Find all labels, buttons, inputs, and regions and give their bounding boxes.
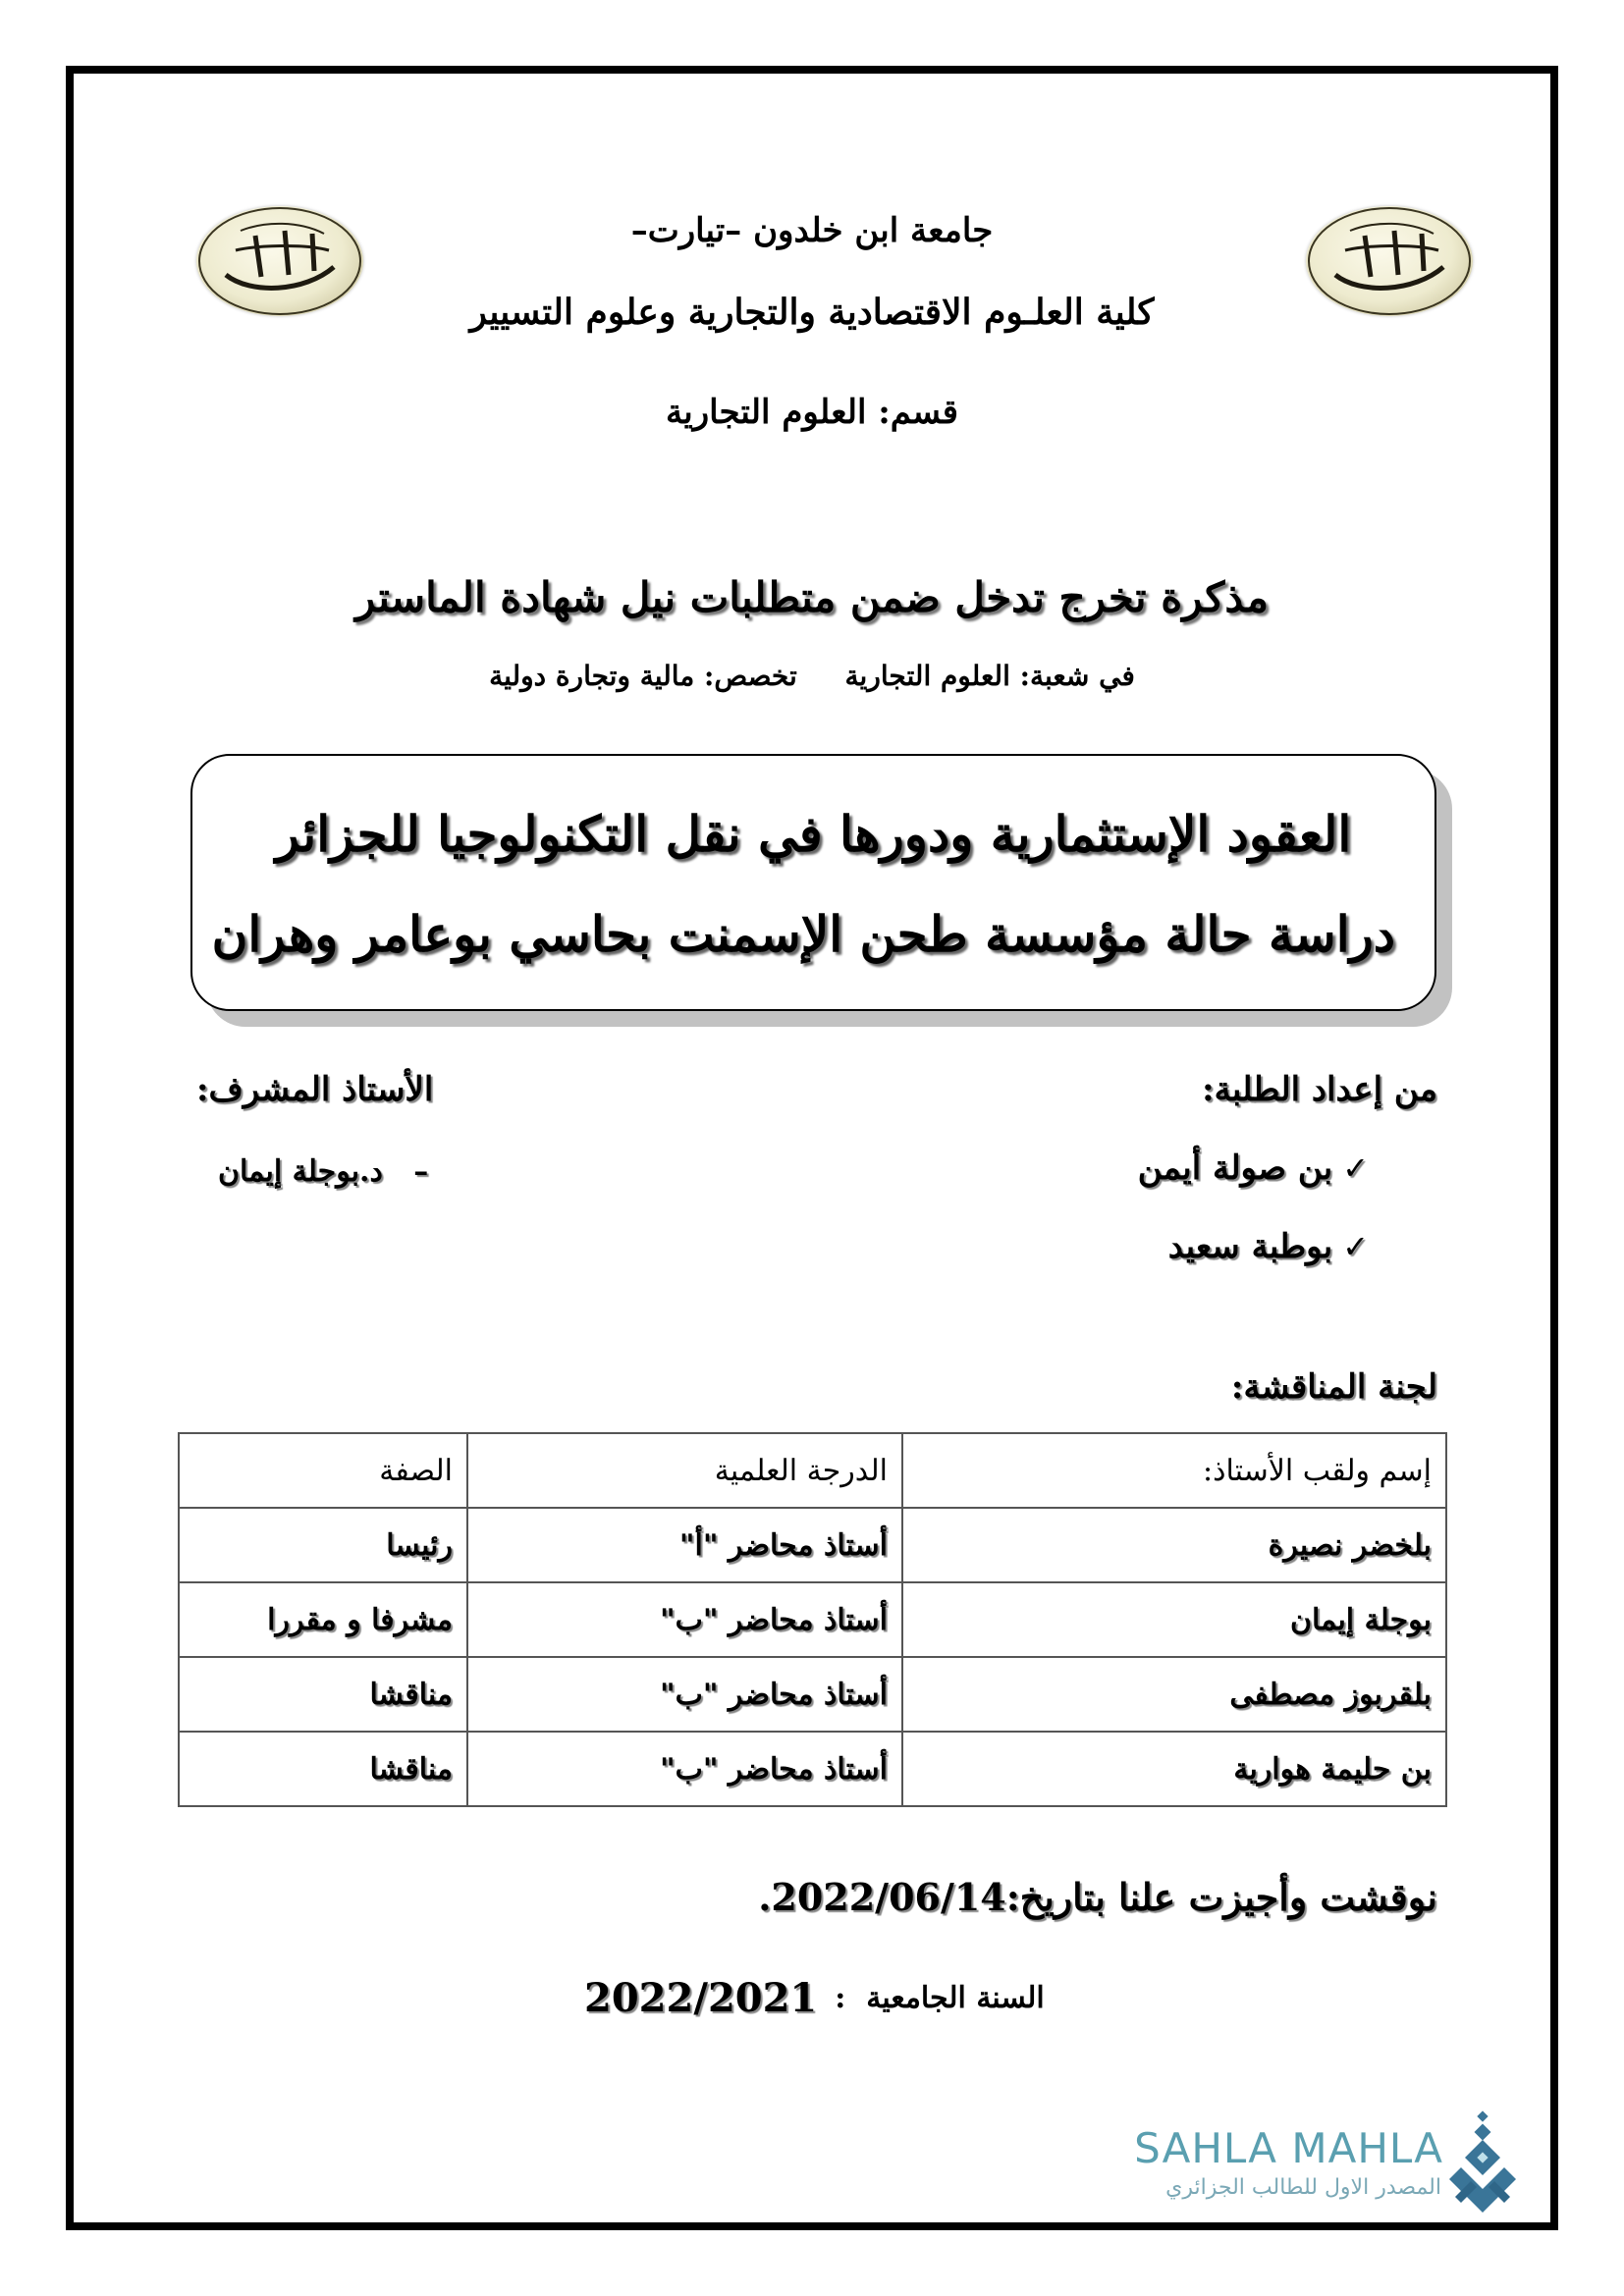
header-cell-role: الصفة [179,1433,467,1508]
header-cell-name: إسم ولقب الأستاذ: [902,1433,1446,1508]
table-row [179,1732,1446,1806]
cell-role: مشرفا و مقررا [179,1582,467,1657]
supervisor-name: – د.بوجلة إيمان [218,1154,429,1189]
cell-name: بوجلة إيمان [902,1582,1446,1657]
academic-year-value: 2022/2021 [584,1975,818,2021]
thesis-title: العقود الإستثمارية ودورها في نقل التكنولوجيا للجزائر [275,805,1352,863]
faculty-name: كلية العلـوم الاقتصادية والتجارية وعلوم التسيير [469,292,1155,333]
academic-year-label: السنة الجامعية : [835,1981,1045,2015]
thesis-type: مذكرة تخرج تدخل ضمن متطلبات نيل شهادة الماستر [355,573,1269,621]
cell-name: بلقربوز مصطفى [902,1657,1446,1732]
cell-rank: أستاذ محاضر "ب" [467,1732,902,1806]
committee-label: لجنة المناقشة: [1230,1367,1437,1407]
cell-role: مناقشا [179,1732,467,1806]
header-cell-rank: الدرجة العلمية [467,1433,902,1508]
committee-table [178,1432,1447,1807]
sahla-mahla-watermark [1090,2110,1522,2218]
student-name: بن صولة أيمن [1137,1148,1333,1188]
cell-role: رئيسا [179,1508,467,1582]
students-label: من إعداد الطلبة: [1202,1070,1437,1109]
cell-role: مناقشا [179,1657,467,1732]
department-name: قسم: العلوم التجارية [666,393,958,432]
student-item [1168,1227,1369,1266]
watermark-tagline: المصدر الاول للطالب الجزائري [1165,2175,1441,2200]
cell-rank: أستاذ محاضر "ب" [467,1657,902,1732]
university-name: جامعة ابن خلدون –تيارت– [630,211,994,250]
cell-rank: أستاذ محاضر "أ" [467,1508,902,1582]
student-name: بوطبة سعيد [1167,1227,1333,1266]
thesis-subtitle: دراسة حالة مؤسسة طحن الإسمنت بحاسي بوعامر وهران [211,905,1395,963]
table-row [179,1582,1446,1657]
thesis-branch: في شعبة: العلوم التجارية تخصص: مالية وتجارة دولية [489,660,1135,692]
supervisor-label: الأستاذ المشرف: [196,1070,434,1109]
defense-date: نوقشت وأجيزت علنا بتاريخ:2022/06/14. [758,1875,1437,1919]
table-row [179,1657,1446,1732]
watermark-brand: SAHLA MAHLA [1134,2124,1443,2172]
academic-year [584,1975,1045,2021]
thesis-title-box [190,754,1436,1011]
table-row [179,1508,1446,1582]
cell-rank: أستاذ محاضر "ب" [467,1582,902,1657]
cell-name: بلخضر نصيرة [902,1508,1446,1582]
checkmark-icon: ✓ [1342,1228,1369,1265]
student-item [1138,1148,1369,1188]
sahla-mahla-logo-icon [1443,2110,1522,2216]
table-header-row [179,1433,1446,1508]
checkmark-icon: ✓ [1342,1149,1369,1187]
cell-name: بن حليمة هوارية [902,1732,1446,1806]
